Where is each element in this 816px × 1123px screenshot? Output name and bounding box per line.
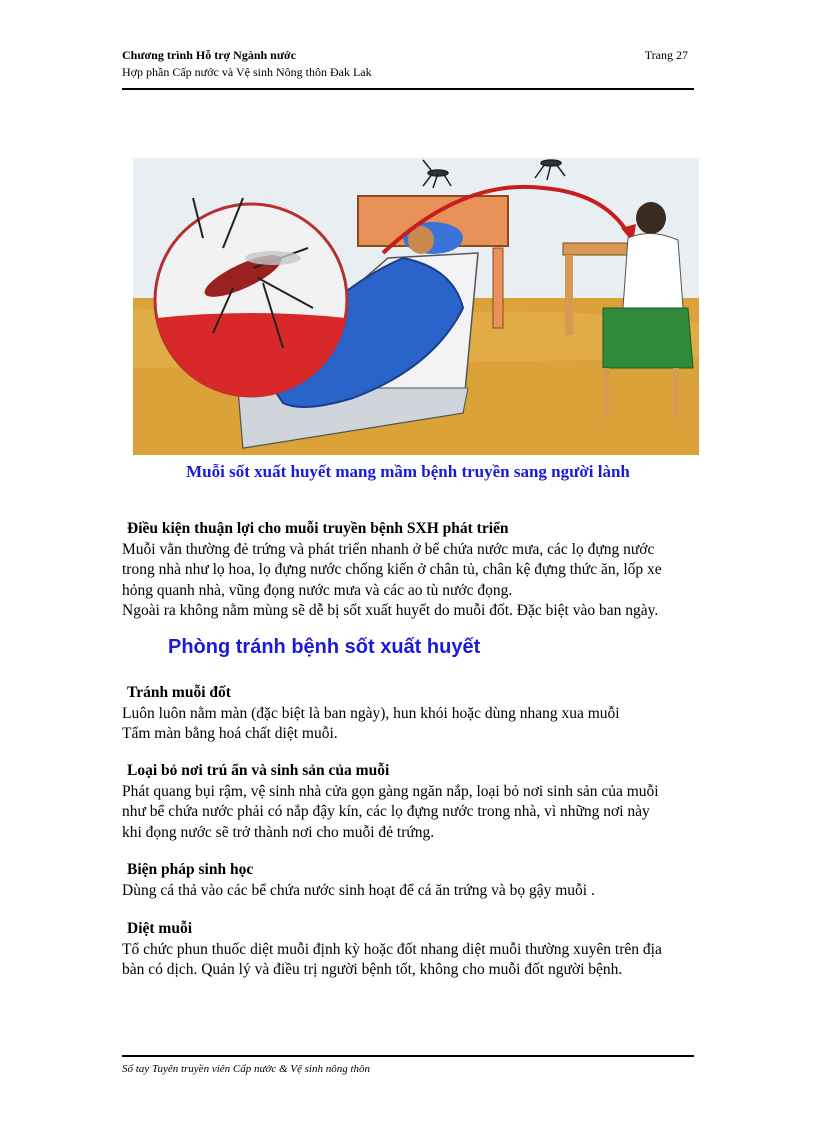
section-line: Luôn luôn nằm màn (đặc biệt là ban ngày), hun khói hoặc dùng nhang xua muỗi (122, 704, 620, 722)
figure-caption: Muỗi sốt xuất huyết mang mầm bệnh truyền sang người lành (186, 462, 630, 481)
kill-mosquito-section (122, 919, 702, 981)
program-name: Chương trình Hỗ trợ Ngành nước (122, 48, 297, 62)
biological-section (122, 860, 702, 901)
conditions-line: hỏng quanh nhà, vũng đọng nước mưa và các ao tù nước đọng. (122, 581, 513, 599)
page-header (122, 46, 694, 90)
component-name: Hợp phần Cấp nước và Vệ sinh Nông thôn Đak Lak (122, 65, 372, 79)
section-heading: Tránh muỗi đốt (127, 684, 231, 701)
section-line: Tổ chức phun thuốc diệt muỗi định kỳ hoặc đốt nhang diệt muỗi thường xuyên trên địa (122, 940, 662, 958)
section-line: như bể chứa nước phải có nắp đậy kín, các lọ đựng nước trong nhà, vì những nơi này (122, 803, 650, 820)
section-line: bàn có dịch. Quản lý và điều trị người bệnh tốt, không cho muỗi đốt người bệnh. (122, 961, 623, 978)
section-heading: Loại bỏ nơi trú ẩn và sinh sản của muỗi (127, 762, 390, 779)
section-heading: Biện pháp sinh học (127, 861, 254, 878)
page-number: Trang 27 (644, 48, 688, 62)
avoid-bites-section (122, 683, 702, 745)
section-line: Tẩm màn bằng hoá chất diệt muỗi. (122, 725, 338, 742)
section-line: Dùng cá thả vào các bể chứa nước sinh hoạt để cá ăn trứng và bọ gậy muỗi . (122, 881, 595, 899)
section-line: khi đọng nước sẽ trở thành nơi cho muỗi đẻ trứng. (122, 823, 435, 841)
prevention-title: Phòng tránh bệnh sốt xuất huyết (168, 636, 481, 658)
page-footer: Sổ tay Tuyên truyền viên Cấp nước & Vệ sinh nông thôn (122, 1055, 694, 1075)
conditions-section (122, 519, 702, 622)
section-line: Phát quang bụi rậm, vệ sinh nhà cửa gọn gàng ngăn nắp, loại bỏ nơi sinh sản của muỗi (122, 782, 659, 800)
conditions-heading: Điều kiện thuận lợi cho muỗi truyền bệnh SXH phát triển (127, 520, 509, 537)
conditions-line: trong nhà như lọ hoa, lọ đựng nước chống kiến ở chân tủ, chân kệ đựng thức ăn, lốp xe (122, 561, 662, 578)
conditions-line: Muỗi vằn thường đẻ trứng và phát triển nhanh ở bể chứa nước mưa, các lọ đựng nước (122, 540, 655, 558)
remove-breeding-section (122, 761, 702, 843)
conditions-line: Ngoài ra không nằm mùng sẽ dễ bị sốt xuất huyết do muỗi đốt. Đặc biệt vào ban ngày. (122, 602, 659, 619)
mosquito-transmission-illustration (133, 158, 699, 455)
section-heading: Diệt muỗi (127, 920, 193, 937)
